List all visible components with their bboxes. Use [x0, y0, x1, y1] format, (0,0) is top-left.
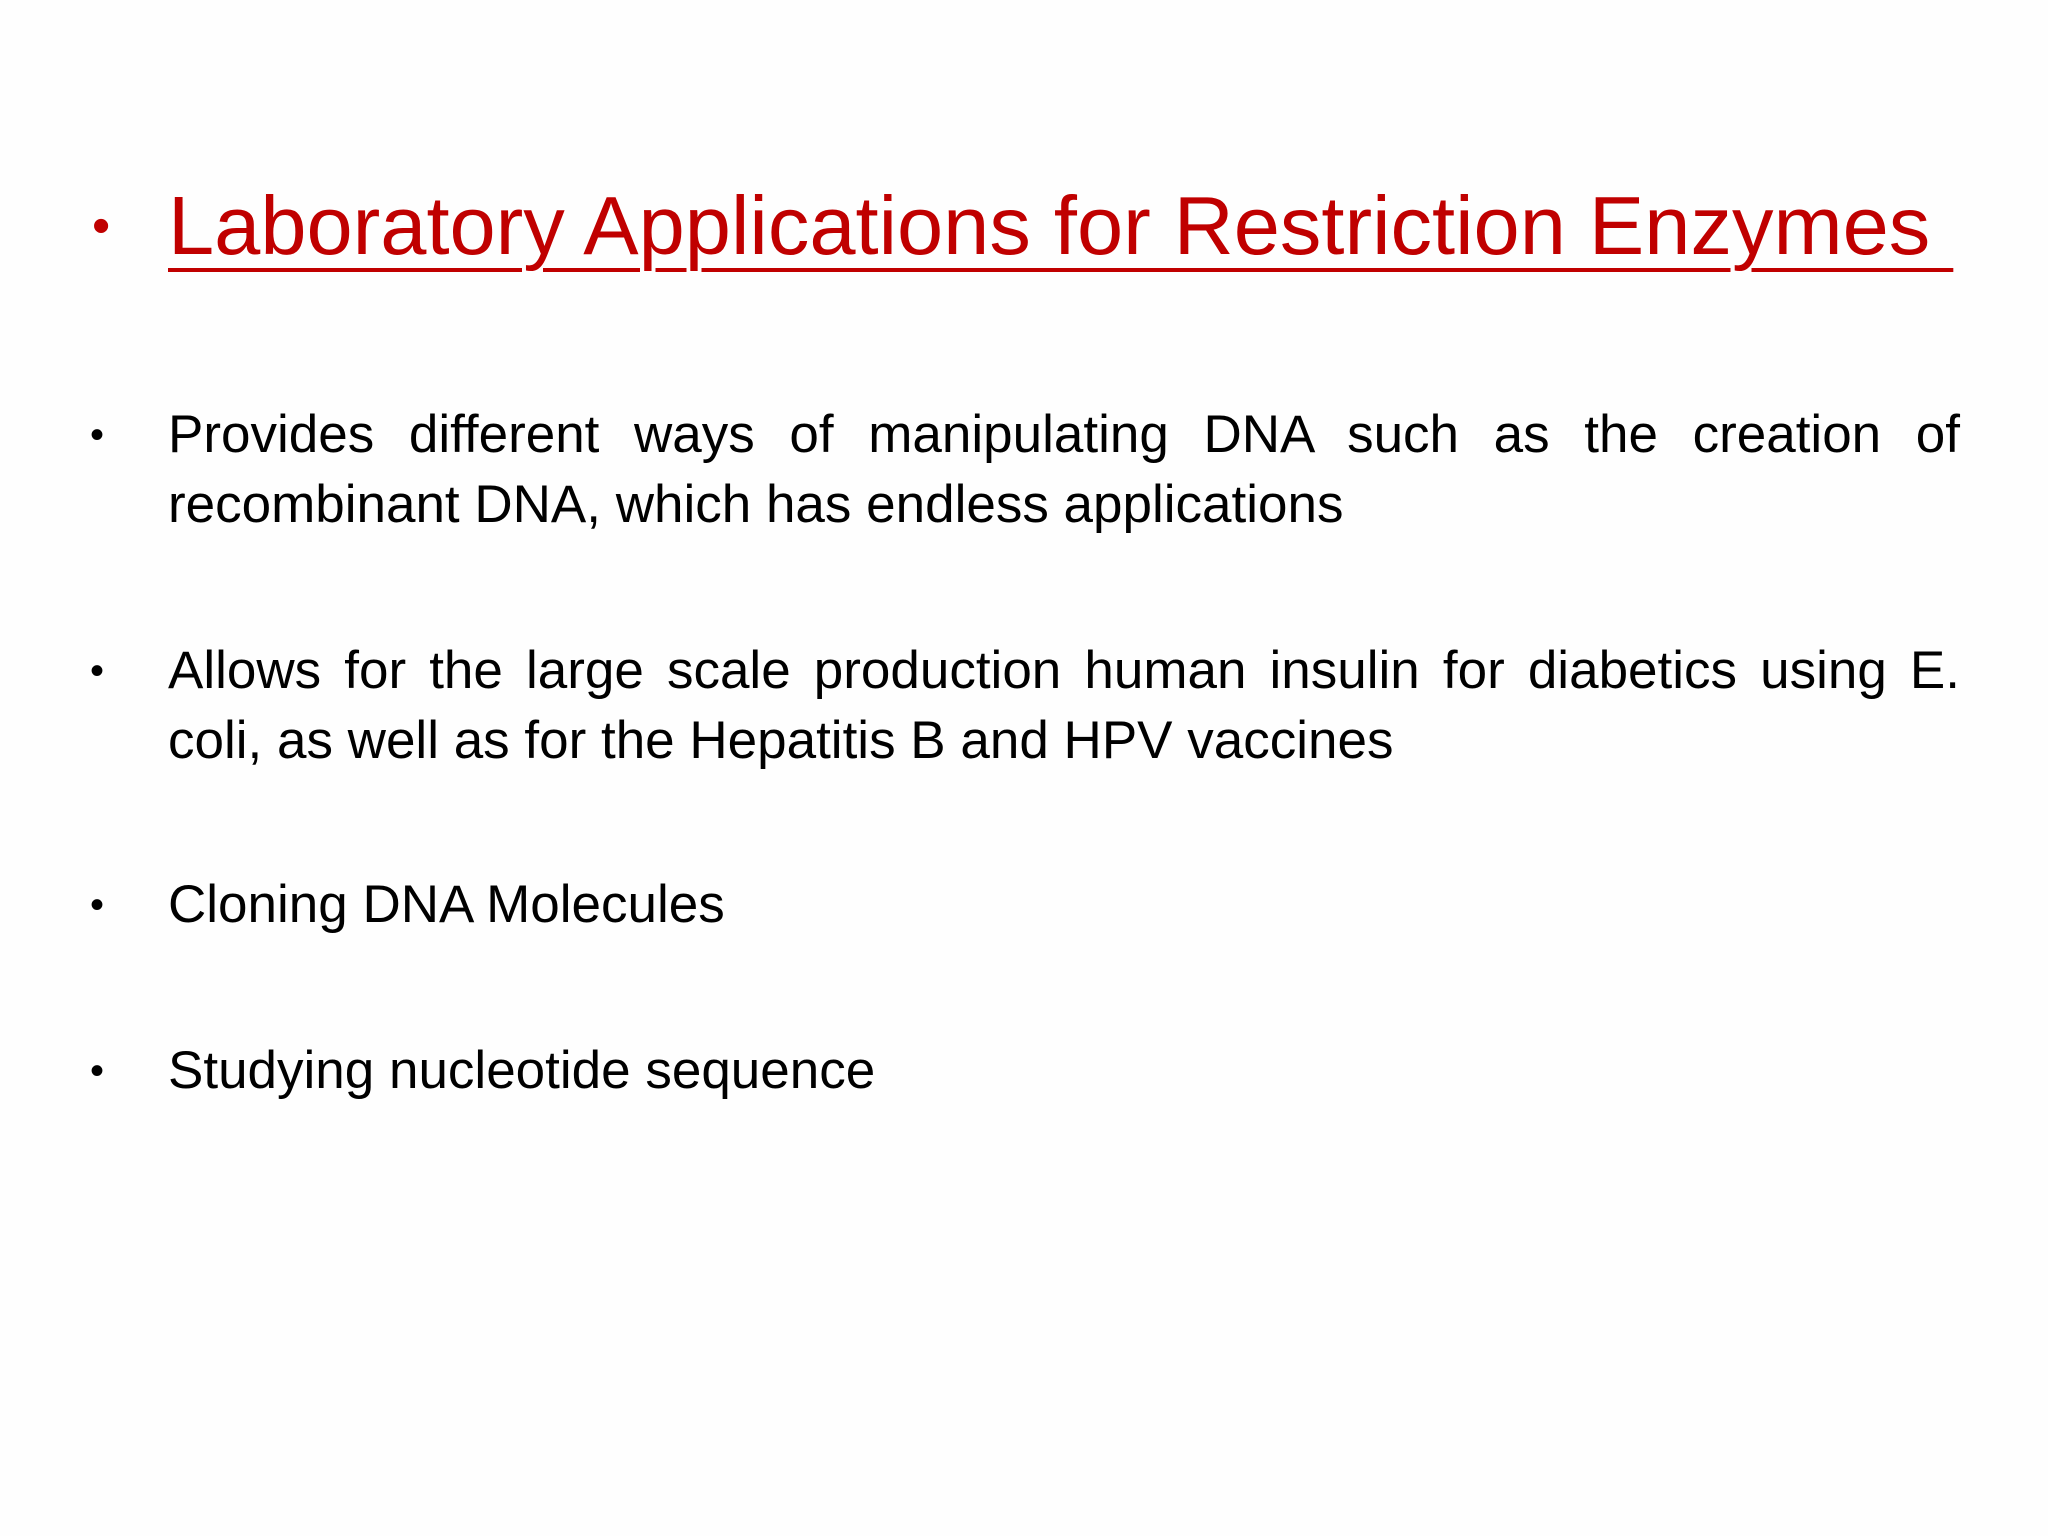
bullet-icon: •: [90, 413, 105, 457]
slide-title: Laboratory Applications for Restriction Enzymes: [168, 179, 1954, 272]
bullet-text: Provides different ways of manipulating DNA such as the creation of recombinant DNA, which has endless applications: [168, 405, 1960, 534]
bullet-text: Studying nucleotide sequence: [168, 1041, 876, 1100]
title-bullet-icon: •: [92, 197, 111, 255]
bullet-icon: •: [90, 649, 105, 693]
list-item: [88, 870, 1960, 940]
title-row: [88, 178, 1968, 274]
bullet-text: Allows for the large scale production human insulin for diabetics using E. coli, as well as for the Hepatitis B and HPV vaccines: [168, 641, 1960, 770]
bullet-text: Cloning DNA Molecules: [168, 875, 725, 934]
list-item: [88, 400, 1960, 540]
bullet-icon: •: [90, 883, 105, 927]
bullet-icon: •: [90, 1049, 105, 1093]
list-item: [88, 1036, 1960, 1106]
list-item: [88, 636, 1960, 776]
